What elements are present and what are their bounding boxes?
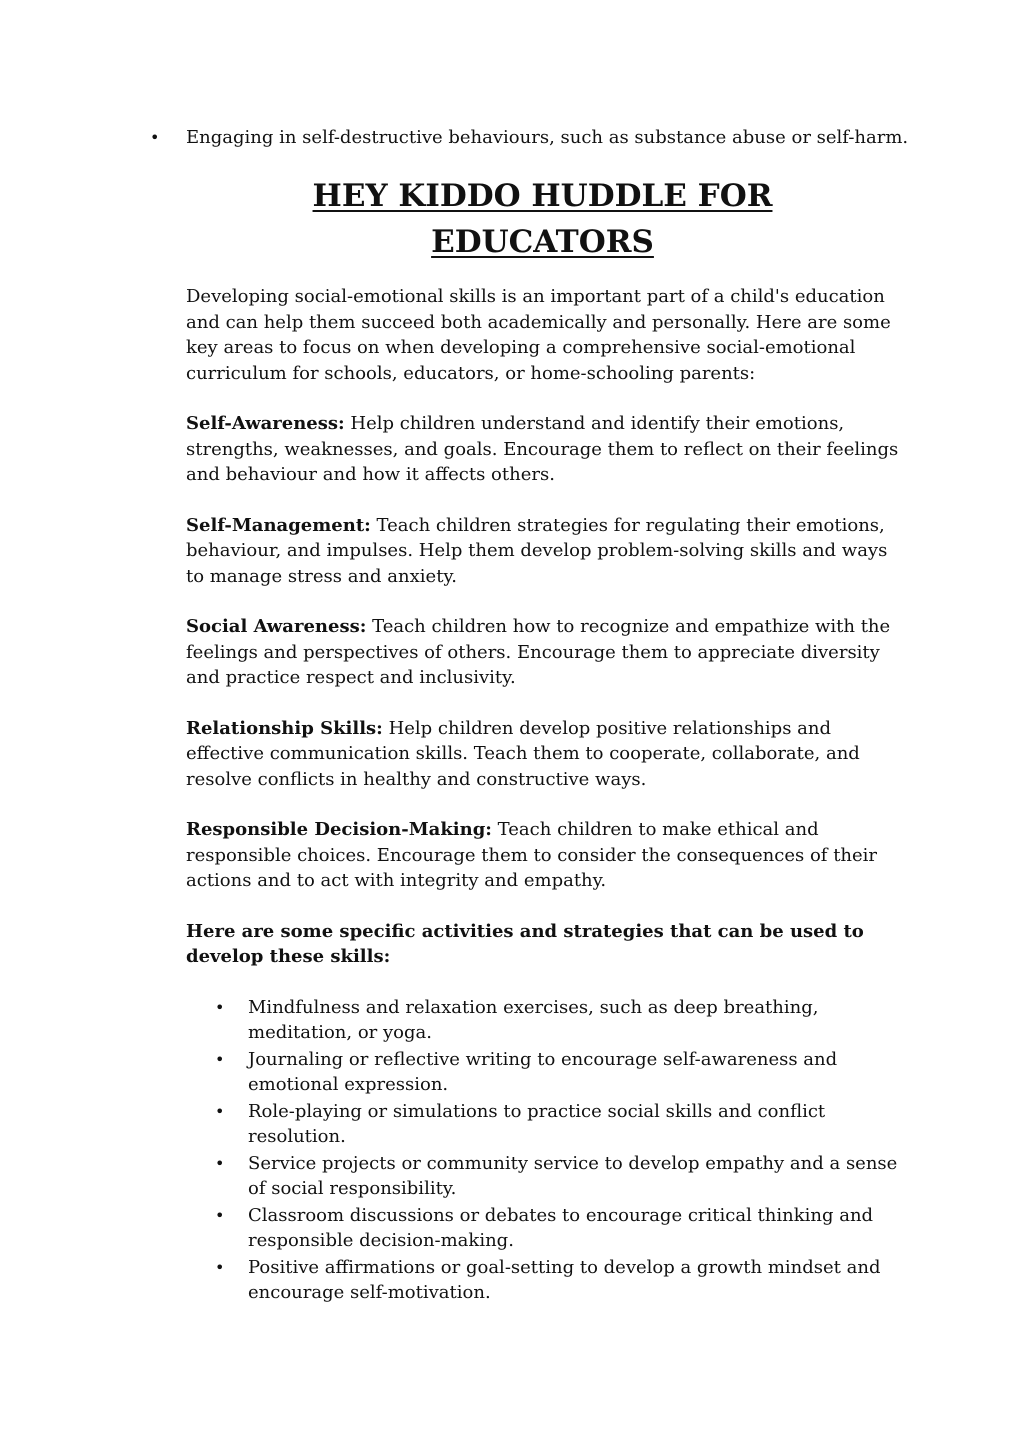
activities-heading: Here are some specific activities and strategies that can be used to develop these skills:	[186, 920, 864, 967]
list-item	[186, 1099, 902, 1150]
section-label: Relationship Skills:	[186, 717, 383, 739]
title-line-1: HEY KIDDO HUDDLE FOR	[312, 178, 773, 214]
section-self-awareness	[186, 411, 902, 488]
bullet-icon: •	[150, 128, 160, 147]
list-item	[186, 1047, 902, 1098]
list-item	[186, 1255, 902, 1306]
list-item-text: Positive affirmations or goal-setting to develop a growth mindset and encourage self-motivation.	[248, 1256, 881, 1303]
page-title	[180, 173, 905, 265]
section-label: Self-Awareness:	[186, 413, 345, 434]
intro-paragraph: Developing social-emotional skills is an important part of a child's education and can help them succeed both academically and personally. Here are some key areas to focus on when developing a comprehensive social-emotional curriculum for schools, educators, or home-schooling parents:	[186, 286, 891, 384]
list-item-text: Mindfulness and relaxation exercises, such as deep breathing, meditation, or yoga.	[248, 996, 819, 1043]
section-text: Help children understand and identify their emotions, strengths, weaknesses, and goals. Encourage them to reflect on their feelings and behaviour and how it affects others.	[186, 413, 899, 485]
list-item-text: Journaling or reflective writing to encourage self-awareness and emotional expression.	[248, 1048, 838, 1095]
top-bullet-text: Engaging in self-destructive behaviours, such as substance abuse or self-harm.	[186, 127, 909, 148]
section-label: Social Awareness:	[186, 616, 367, 637]
bullet-icon: •	[215, 1153, 225, 1173]
bullet-icon: •	[215, 1257, 225, 1277]
list-item	[186, 995, 902, 1046]
list-item	[186, 1151, 902, 1202]
list-item-text: Classroom discussions or debates to encourage critical thinking and responsible decision-making.	[248, 1204, 874, 1251]
list-item	[186, 1203, 902, 1254]
section-text: Teach children strategies for regulating their emotions, behaviour, and impulses. Help them develop problem-solving skills and ways to manage stress and anxiety.	[186, 514, 888, 587]
list-item-text: Role-playing or simulations to practice social skills and conflict resolution.	[248, 1100, 826, 1147]
section-label: Self-Management:	[186, 514, 371, 536]
list-item-text: Service projects or community service to develop empathy and a sense of social responsibility.	[248, 1152, 898, 1199]
bullet-icon: •	[215, 1205, 225, 1225]
section-relationship-skills	[186, 716, 902, 793]
section-responsible-decision-making	[186, 817, 902, 894]
bullet-icon: •	[215, 1101, 225, 1121]
title-line-2: EDUCATORS	[431, 224, 654, 260]
main-content	[186, 284, 902, 1307]
section-text: Help children develop positive relationships and effective communication skills. Teach them to cooperate, collaborate, and resolve conflicts in healthy and constructive ways.	[186, 717, 860, 790]
section-self-management	[186, 513, 902, 590]
activities-list	[186, 995, 902, 1306]
section-label: Responsible Decision-Making:	[186, 819, 492, 840]
section-text: Teach children to make ethical and responsible choices. Encourage them to consider the consequences of their actions and to act with integrity and empathy.	[186, 819, 878, 891]
section-text: Teach children how to recognize and empathize with the feelings and perspectives of others. Encourage them to appreciate diversity and practice respect and inclusivity.	[186, 616, 891, 688]
section-social-awareness	[186, 614, 902, 691]
bullet-icon: •	[215, 997, 225, 1017]
bullet-icon: •	[215, 1049, 225, 1069]
